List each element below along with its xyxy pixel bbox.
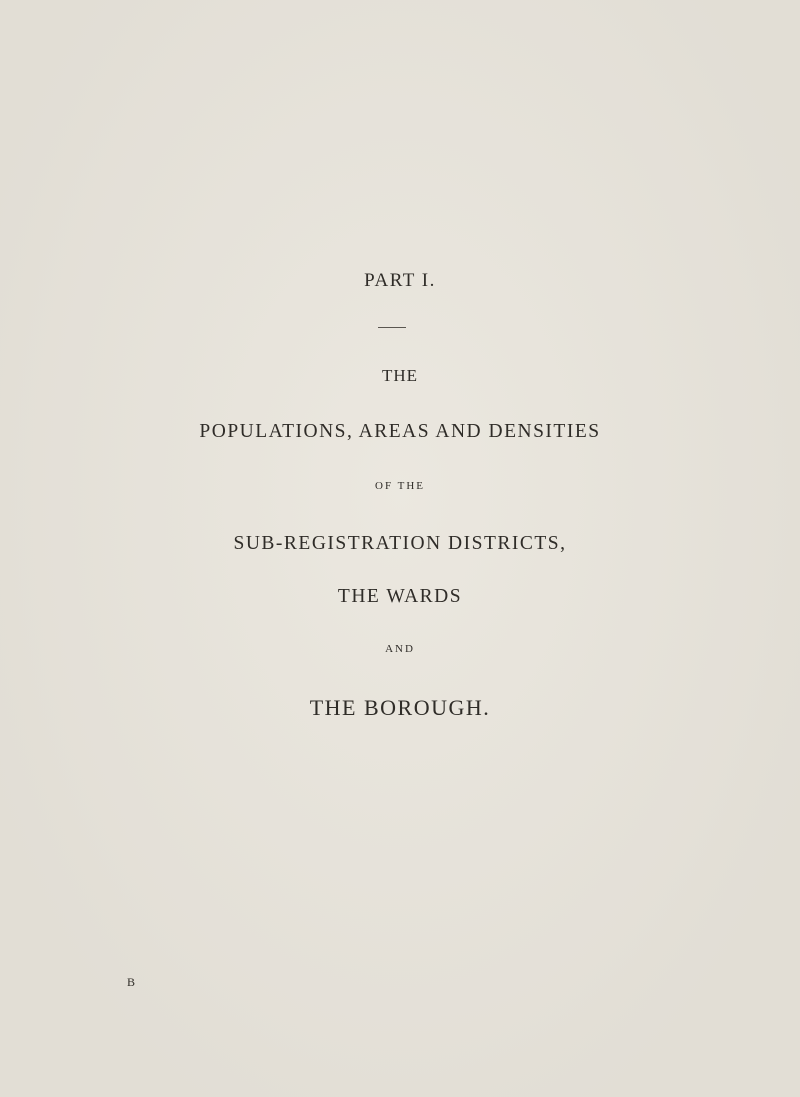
title-the: THE: [381, 366, 419, 385]
heading-divider: [378, 327, 406, 328]
title-the-wards: THE WARDS: [337, 586, 463, 607]
title-populations: POPULATIONS, AREAS AND DENSITIES: [199, 421, 601, 442]
title-the-borough: THE BOROUGH.: [309, 695, 491, 720]
title-sub-registration: SUB-REGISTRATION DISTRICTS,: [233, 533, 567, 554]
signature-mark: B: [127, 975, 136, 989]
title-of-the: OF THE: [375, 480, 425, 492]
title-and: AND: [385, 643, 415, 655]
part-heading: PART I.: [364, 270, 436, 291]
